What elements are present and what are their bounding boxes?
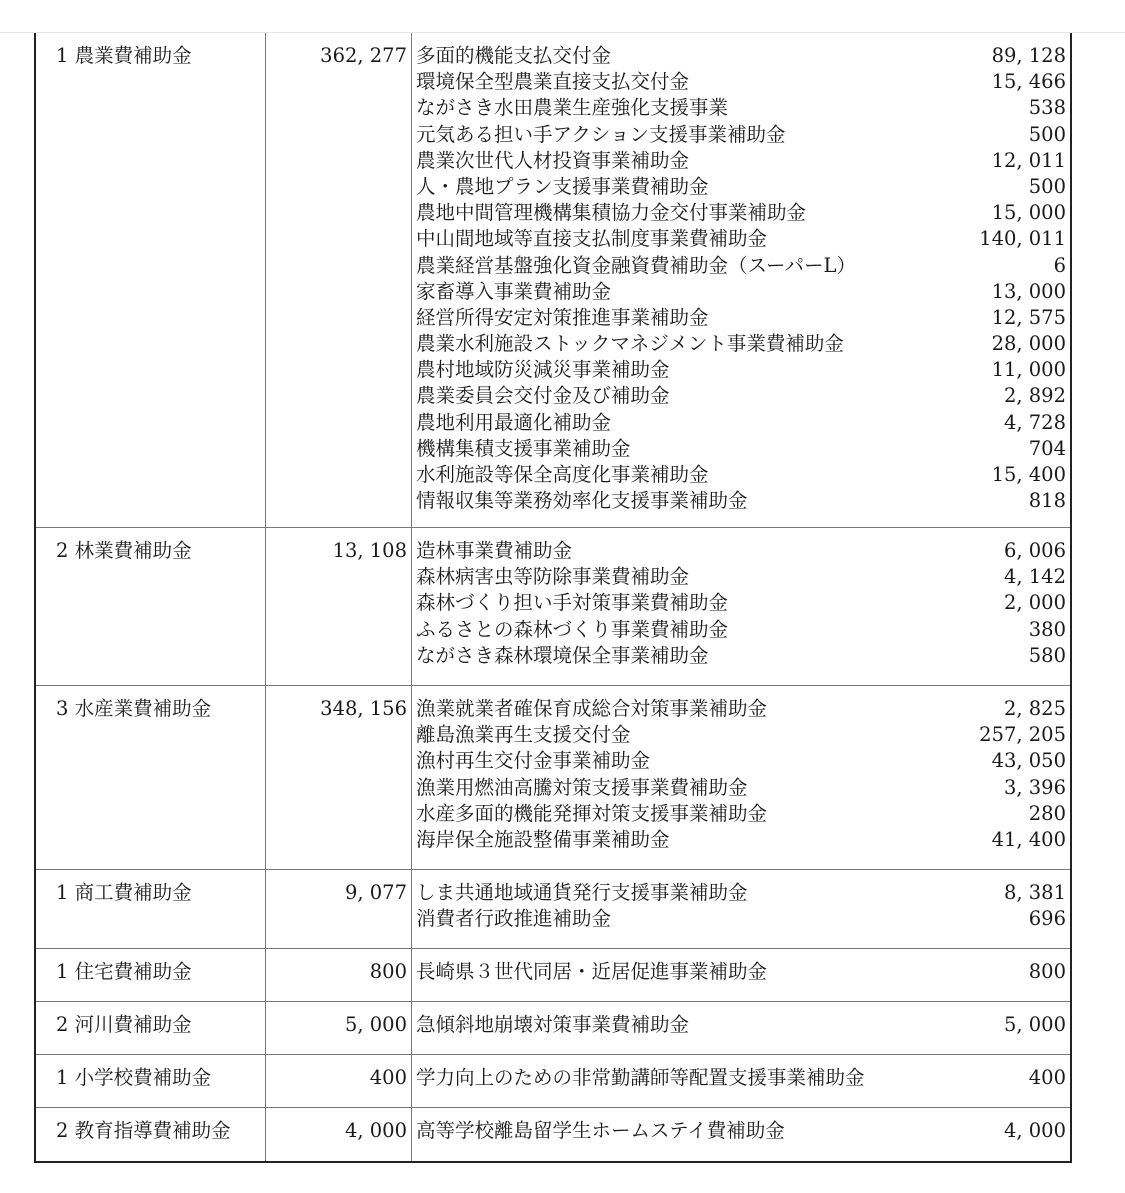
- item-label: 離島漁業再生支援交付金: [416, 723, 631, 747]
- list-item: [416, 462, 1066, 488]
- item-label: 消費者行政推進補助金: [416, 907, 612, 931]
- table-row: [36, 1002, 1070, 1055]
- item-label: 漁業就業者確保育成総合対策事業補助金: [416, 697, 768, 720]
- item-label: 機構集積支援事業補助金: [416, 436, 631, 460]
- item-amount: 380: [1028, 617, 1066, 641]
- table-row: [36, 33, 1070, 528]
- item-amount: 2, 892: [1003, 384, 1066, 408]
- item-list: [412, 33, 1070, 527]
- item-amount: 12, 575: [991, 305, 1066, 329]
- list-item: [416, 880, 1066, 906]
- list-item: [416, 959, 1066, 985]
- item-amount: 4, 000: [1003, 1119, 1066, 1142]
- list-item: [416, 69, 1066, 95]
- list-item: [416, 488, 1066, 514]
- list-item: [416, 174, 1066, 200]
- list-item: [416, 538, 1066, 564]
- item-list: [412, 1055, 1070, 1107]
- subsidy-table: [34, 33, 1072, 1163]
- item-label: 森林病害虫等防除事業費補助金: [416, 565, 690, 589]
- item-label: 海岸保全施設整備事業補助金: [416, 827, 670, 851]
- table-row: [36, 1108, 1070, 1161]
- item-amount: 4, 142: [1003, 565, 1066, 589]
- item-label: 農業水利施設ストックマネジメント事業費補助金: [416, 332, 844, 356]
- item-label: 人・農地プラン支援事業費補助金: [416, 174, 709, 198]
- table-row: [36, 949, 1070, 1002]
- item-amount: 140, 011: [979, 227, 1066, 251]
- category-total: 4, 000: [266, 1108, 412, 1161]
- item-label: しま共通地域通貨発行支援事業補助金: [416, 881, 748, 904]
- list-item: [416, 436, 1066, 462]
- item-label: ながさき水田農業生産強化支援事業: [416, 96, 729, 120]
- item-amount: 2, 000: [1003, 591, 1066, 615]
- item-amount: 43, 050: [991, 749, 1066, 773]
- list-item: [416, 748, 1066, 774]
- item-amount: 2, 825: [1003, 697, 1066, 720]
- category-total: 5, 000: [266, 1002, 412, 1054]
- table-row: [36, 1055, 1070, 1108]
- item-label: 農地中間管理機構集積協力金交付事業補助金: [416, 201, 807, 225]
- item-amount: 704: [1028, 436, 1066, 460]
- item-amount: 15, 000: [991, 201, 1066, 225]
- item-amount: 580: [1028, 643, 1066, 667]
- list-item: [416, 410, 1066, 436]
- list-item: [416, 43, 1066, 69]
- list-item: [416, 1012, 1066, 1038]
- list-item: [416, 95, 1066, 121]
- category-name: 1 住宅費補助金: [36, 949, 266, 1001]
- list-item: [416, 564, 1066, 590]
- list-item: [416, 200, 1066, 226]
- list-item: [416, 617, 1066, 643]
- item-label: 農業経営基盤強化資金融資費補助金（スーパーL）: [416, 253, 856, 277]
- item-amount: 12, 011: [991, 148, 1066, 172]
- item-label: 漁村再生交付金事業補助金: [416, 749, 651, 773]
- list-item: [416, 1118, 1066, 1144]
- category-name: 2 河川費補助金: [36, 1002, 266, 1054]
- item-label: 水利施設等保全高度化事業補助金: [416, 463, 709, 486]
- item-label: 経営所得安定対策推進事業補助金: [416, 305, 709, 329]
- list-item: [416, 226, 1066, 252]
- item-label: 中山間地域等直接支払制度事業費補助金: [416, 227, 768, 251]
- item-amount: 4, 728: [1003, 410, 1066, 434]
- category-total: 9, 077: [266, 870, 412, 948]
- category-name: 1 農業費補助金: [36, 33, 266, 527]
- list-item: [416, 122, 1066, 148]
- item-list: [412, 949, 1070, 1001]
- category-name: 2 教育指導費補助金: [36, 1108, 266, 1161]
- item-amount: 28, 000: [991, 332, 1066, 356]
- list-item: [416, 253, 1066, 279]
- list-item: [416, 279, 1066, 305]
- item-list: [412, 1002, 1070, 1054]
- list-item: [416, 643, 1066, 669]
- list-item: [416, 305, 1066, 331]
- category-name: 3 水産業費補助金: [36, 686, 266, 869]
- item-amount: 538: [1028, 96, 1066, 120]
- item-amount: 696: [1028, 907, 1066, 931]
- item-amount: 280: [1028, 801, 1066, 825]
- list-item: [416, 357, 1066, 383]
- item-label: 急傾斜地崩壊対策事業費補助金: [416, 1013, 690, 1036]
- category-name: 2 林業費補助金: [36, 528, 266, 685]
- item-label: 農業委員会交付金及び補助金: [416, 384, 670, 408]
- item-amount: 11, 000: [991, 358, 1066, 382]
- item-amount: 6: [1053, 253, 1066, 277]
- list-item: [416, 906, 1066, 932]
- item-amount: 3, 396: [1003, 775, 1066, 799]
- item-label: 長崎県３世代同居・近居促進事業補助金: [416, 960, 768, 983]
- category-name: 1 小学校費補助金: [36, 1055, 266, 1107]
- item-amount: 8, 381: [1003, 881, 1066, 904]
- list-item: [416, 331, 1066, 357]
- item-list: [412, 1108, 1070, 1161]
- category-total: 362, 277: [266, 33, 412, 527]
- item-label: 水産多面的機能発揮対策支援事業補助金: [416, 801, 768, 825]
- table-row: [36, 870, 1070, 949]
- item-label: 森林づくり担い手対策事業費補助金: [416, 591, 729, 615]
- item-label: 高等学校離島留学生ホームステイ費補助金: [416, 1119, 785, 1142]
- item-amount: 500: [1028, 174, 1066, 198]
- list-item: [416, 383, 1066, 409]
- item-list: [412, 528, 1070, 685]
- item-list: [412, 686, 1070, 869]
- item-amount: 400: [1028, 1066, 1066, 1089]
- item-label: ふるさとの森林づくり事業費補助金: [416, 617, 729, 641]
- category-total: 13, 108: [266, 528, 412, 685]
- item-amount: 13, 000: [991, 279, 1066, 303]
- item-label: 造林事業費補助金: [416, 539, 573, 562]
- item-label: 環境保全型農業直接支払交付金: [416, 70, 690, 94]
- table-row: [36, 686, 1070, 870]
- item-amount: 41, 400: [991, 827, 1066, 851]
- item-amount: 15, 466: [991, 70, 1066, 94]
- list-item: [416, 148, 1066, 174]
- list-item: [416, 590, 1066, 616]
- item-amount: 15, 400: [991, 463, 1066, 486]
- item-label: 家畜導入事業費補助金: [416, 279, 612, 303]
- item-list: [412, 870, 1070, 948]
- category-name: 1 商工費補助金: [36, 870, 266, 948]
- item-amount: 89, 128: [991, 44, 1066, 67]
- item-amount: 818: [1028, 489, 1066, 513]
- item-amount: 257, 205: [979, 723, 1066, 747]
- item-label: ながさき森林環境保全事業補助金: [416, 643, 709, 667]
- table-row: [36, 528, 1070, 686]
- item-label: 情報収集等業務効率化支援事業補助金: [416, 489, 748, 513]
- item-label: 農業次世代人材投資事業補助金: [416, 148, 690, 172]
- list-item: [416, 1065, 1066, 1091]
- item-amount: 5, 000: [1003, 1013, 1066, 1036]
- item-amount: 800: [1028, 960, 1066, 983]
- item-label: 農村地域防災減災事業補助金: [416, 358, 670, 382]
- item-label: 学力向上のための非常勤講師等配置支援事業補助金: [416, 1066, 865, 1089]
- category-total: 348, 156: [266, 686, 412, 869]
- item-label: 農地利用最適化補助金: [416, 410, 612, 434]
- list-item: [416, 827, 1066, 853]
- item-label: 漁業用燃油高騰対策支援事業費補助金: [416, 775, 748, 799]
- item-amount: 6, 006: [1003, 539, 1066, 562]
- list-item: [416, 801, 1066, 827]
- category-total: 400: [266, 1055, 412, 1107]
- list-item: [416, 775, 1066, 801]
- item-amount: 500: [1028, 122, 1066, 146]
- item-label: 元気ある担い手アクション支援事業補助金: [416, 122, 786, 146]
- list-item: [416, 722, 1066, 748]
- item-label: 多面的機能支払交付金: [416, 44, 612, 67]
- category-total: 800: [266, 949, 412, 1001]
- list-item: [416, 696, 1066, 722]
